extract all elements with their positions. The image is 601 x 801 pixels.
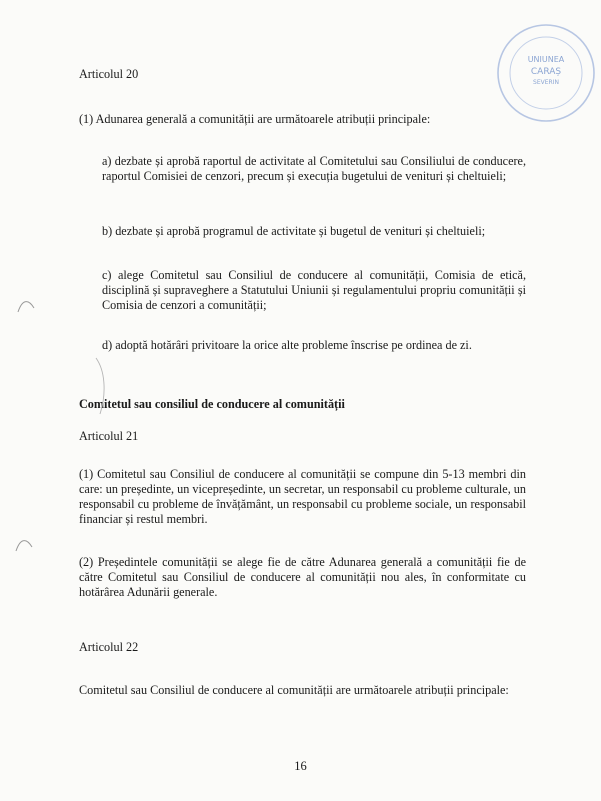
stamp-text-1: UNIUNEA <box>527 55 565 64</box>
article-22-heading: Articolul 22 <box>79 640 139 654</box>
article-22-paragraph-1: Comitetul sau Consiliul de conducere al comunității are următoarele atribuții principale: <box>79 683 509 697</box>
margin-mark-1 <box>16 296 38 316</box>
article-21-heading: Articolul 21 <box>79 429 139 443</box>
article-20-item-c: c) alege Comitetul sau Consiliul de conducere al comunității, Comisia de etică, disciplină și supraveghere a Statutului Uniunii și regulamentului propriu comunității și Comisia de cenzori a comunității; <box>102 268 526 312</box>
margin-mark-2 <box>14 535 36 555</box>
article-21-paragraph-1: (1) Comitetul sau Consiliul de conducere al comunității se compune din 5-13 membri din care: un președinte, un vicepreședinte, un secretar, un responsabil cu probleme culturale, un responsabil cu probleme de învățământ, un responsabil cu probleme sociale, un responsabil financiar și restul membri. <box>79 467 526 526</box>
article-20-intro: (1) Adunarea generală a comunității are următoarele atribuții principale: <box>79 112 431 126</box>
stamp-text-2: CARAȘ <box>530 67 562 77</box>
article-21-paragraph-2: (2) Președintele comunității se alege fie de către Adunarea generală a comunității fie de către Comitetul sau Consiliul de conducere al comunității nou ales, în conformitate cu hotărârea Adunării generale. <box>79 555 526 599</box>
stamp-text-3: SEVERIN <box>533 79 559 86</box>
page-number: 16 <box>294 759 307 773</box>
section-title: Comitetul sau consiliul de conducere al comunității <box>79 397 345 411</box>
margin-mark-3 <box>92 356 112 416</box>
article-20-item-d: d) adoptă hotărâri privitoare la orice alte probleme înscrise pe ordinea de zi. <box>102 338 472 352</box>
official-stamp <box>488 18 598 128</box>
article-20-heading: Articolul 20 <box>79 67 139 81</box>
article-20-item-b: b) dezbate și aprobă programul de activitate și bugetul de venituri și cheltuieli; <box>102 224 486 238</box>
article-20-item-a: a) dezbate și aprobă raportul de activitate al Comitetului sau Consiliului de conducere, raportul Comisiei de cenzori, precum și execuția bugetului de venituri și cheltuieli; <box>102 154 526 183</box>
